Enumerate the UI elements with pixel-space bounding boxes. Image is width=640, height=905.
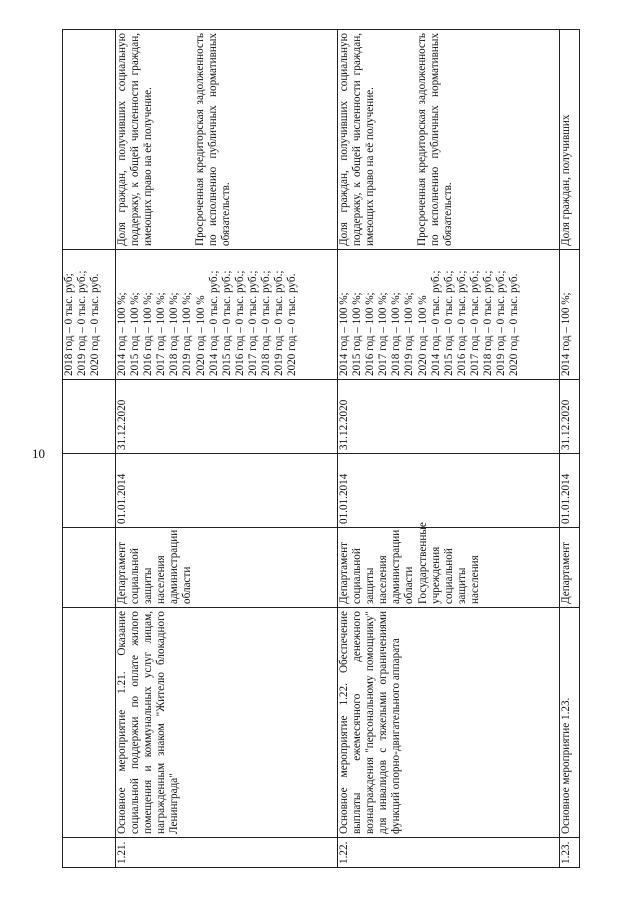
value-line: 2016 год – 0 тыс. руб.; <box>233 270 246 376</box>
value-line: 2018 год – 0 тыс. руб.; <box>482 270 495 376</box>
start-date-cell: 01.01.2014 <box>338 454 560 528</box>
end-date-cell: 31.12.2020 <box>116 380 338 454</box>
row-number-cell: 1.22. <box>338 838 560 868</box>
indicator-cell <box>63 30 116 250</box>
value-line: 2017 год – 0 тыс. руб.; <box>468 270 481 376</box>
value-line: 2016 год – 0 тыс. руб.; <box>455 270 468 376</box>
measures-table <box>62 29 580 868</box>
value-line: 2018 год – 0 тыс. руб; <box>63 273 75 376</box>
value-line: 2016 год – 100 %; <box>364 292 377 376</box>
row-number-cell: 1.23. <box>560 838 580 868</box>
value-line: 2020 год – 0 тыс. руб. <box>89 273 102 376</box>
value-line: 2020 год – 0 тыс. руб. <box>508 273 521 376</box>
value-line: 2014 год – 100 %; <box>560 292 572 376</box>
value-line: 2016 год – 100 %; <box>142 292 155 376</box>
value-line: 2015 год – 100 %; <box>351 292 364 376</box>
value-line: 2020 год – 0 тыс. руб. <box>286 273 299 376</box>
row-number-cell: 1.21. <box>116 838 338 868</box>
measure-cell: Основное мероприятие 1.23. <box>560 608 580 838</box>
value-line: 2014 год – 0 тыс. руб.; <box>429 270 442 376</box>
value-line: 2017 год – 100 %; <box>377 292 390 376</box>
value-line: 2019 год – 0 тыс. руб.; <box>76 270 89 376</box>
indicator-cell <box>338 30 560 250</box>
values-cell <box>116 250 338 380</box>
end-date-cell: 31.12.2020 <box>560 380 580 454</box>
value-line: 2020 год – 100 % <box>416 295 429 376</box>
start-date-cell: 01.01.2014 <box>560 454 580 528</box>
table-row <box>560 30 580 868</box>
value-line: 2014 год – 0 тыс. руб.; <box>207 270 220 376</box>
indicator-debt: Просроченная кредиторская задолженность по исполнению публичных нормативных обязательств. <box>194 33 233 246</box>
indicator-debt: Просроченная кредиторская задолженность по исполнению публичных нормативных обязательств. <box>416 33 455 246</box>
value-line: 2017 год – 0 тыс. руб.; <box>246 270 259 376</box>
value-line: 2014 год – 100 %; <box>338 292 350 376</box>
indicator-share: Доля граждан, получивших социальную поддержку, к общей численности граждан, имеющих право на её получение. <box>116 33 155 246</box>
executor-cell: Департамент социальной защиты населения администрации области <box>116 528 338 608</box>
executor-cell: Департамент социальной защиты населения администрации области Государственные учреждения социальной защиты населения <box>338 528 560 608</box>
values-cell <box>338 250 560 380</box>
measure-cell: Основное мероприятие 1.21. Оказание социальной поддержки по оплате жилого помещения и коммунальных услуг лицам, награжденным знаком "Жителю блокадного Ленинграда" <box>116 608 338 838</box>
value-line: 2020 год – 100 % <box>194 295 207 376</box>
indicator-cell <box>116 30 338 250</box>
value-line: 2018 год – 100 %; <box>168 292 181 376</box>
value-line: 2017 год – 100 %; <box>155 292 168 376</box>
page-number: 10 <box>32 446 45 461</box>
value-line: 2018 год – 0 тыс. руб.; <box>260 270 273 376</box>
executor-cell: Департамент <box>560 528 580 608</box>
value-line: 2019 год – 0 тыс. руб.; <box>495 270 508 376</box>
table-row <box>63 30 116 868</box>
start-date-cell <box>63 454 116 528</box>
value-line: 2014 год – 100 %; <box>116 292 128 376</box>
end-date-cell <box>63 380 116 454</box>
value-line: 2019 год – 0 тыс. руб.; <box>273 270 286 376</box>
value-line: 2019 год – 100 %; <box>181 292 194 376</box>
indicator-share: Доля граждан, получивших социальную поддержку, к общей численности граждан, имеющих право на её получение. <box>338 33 377 246</box>
row-number-cell <box>63 838 116 868</box>
values-cell <box>560 250 580 380</box>
values-cell <box>63 250 116 380</box>
value-line: 2019 год – 100 %; <box>403 292 416 376</box>
end-date-cell: 31.12.2020 <box>338 380 560 454</box>
measure-cell: Основное мероприятие 1.22. Обеспечение выплаты ежемесячного денежного вознаграждения "персональному помощнику" для инвалидов с тяжелыми ограничениями функций опорно-двигательного аппарата <box>338 608 560 838</box>
rotated-table-wrapper <box>62 30 582 868</box>
table-row <box>116 30 338 868</box>
measure-cell <box>63 608 116 838</box>
value-line: 2015 год – 100 %; <box>129 292 142 376</box>
start-date-cell: 01.01.2014 <box>116 454 338 528</box>
executor-cell <box>63 528 116 608</box>
table-row <box>338 30 560 868</box>
indicator-cell: Доля граждан, получивших <box>560 30 580 250</box>
value-line: 2018 год – 100 %; <box>390 292 403 376</box>
value-line: 2015 год – 0 тыс. руб.; <box>220 270 233 376</box>
value-line: 2015 год – 0 тыс. руб.; <box>442 270 455 376</box>
